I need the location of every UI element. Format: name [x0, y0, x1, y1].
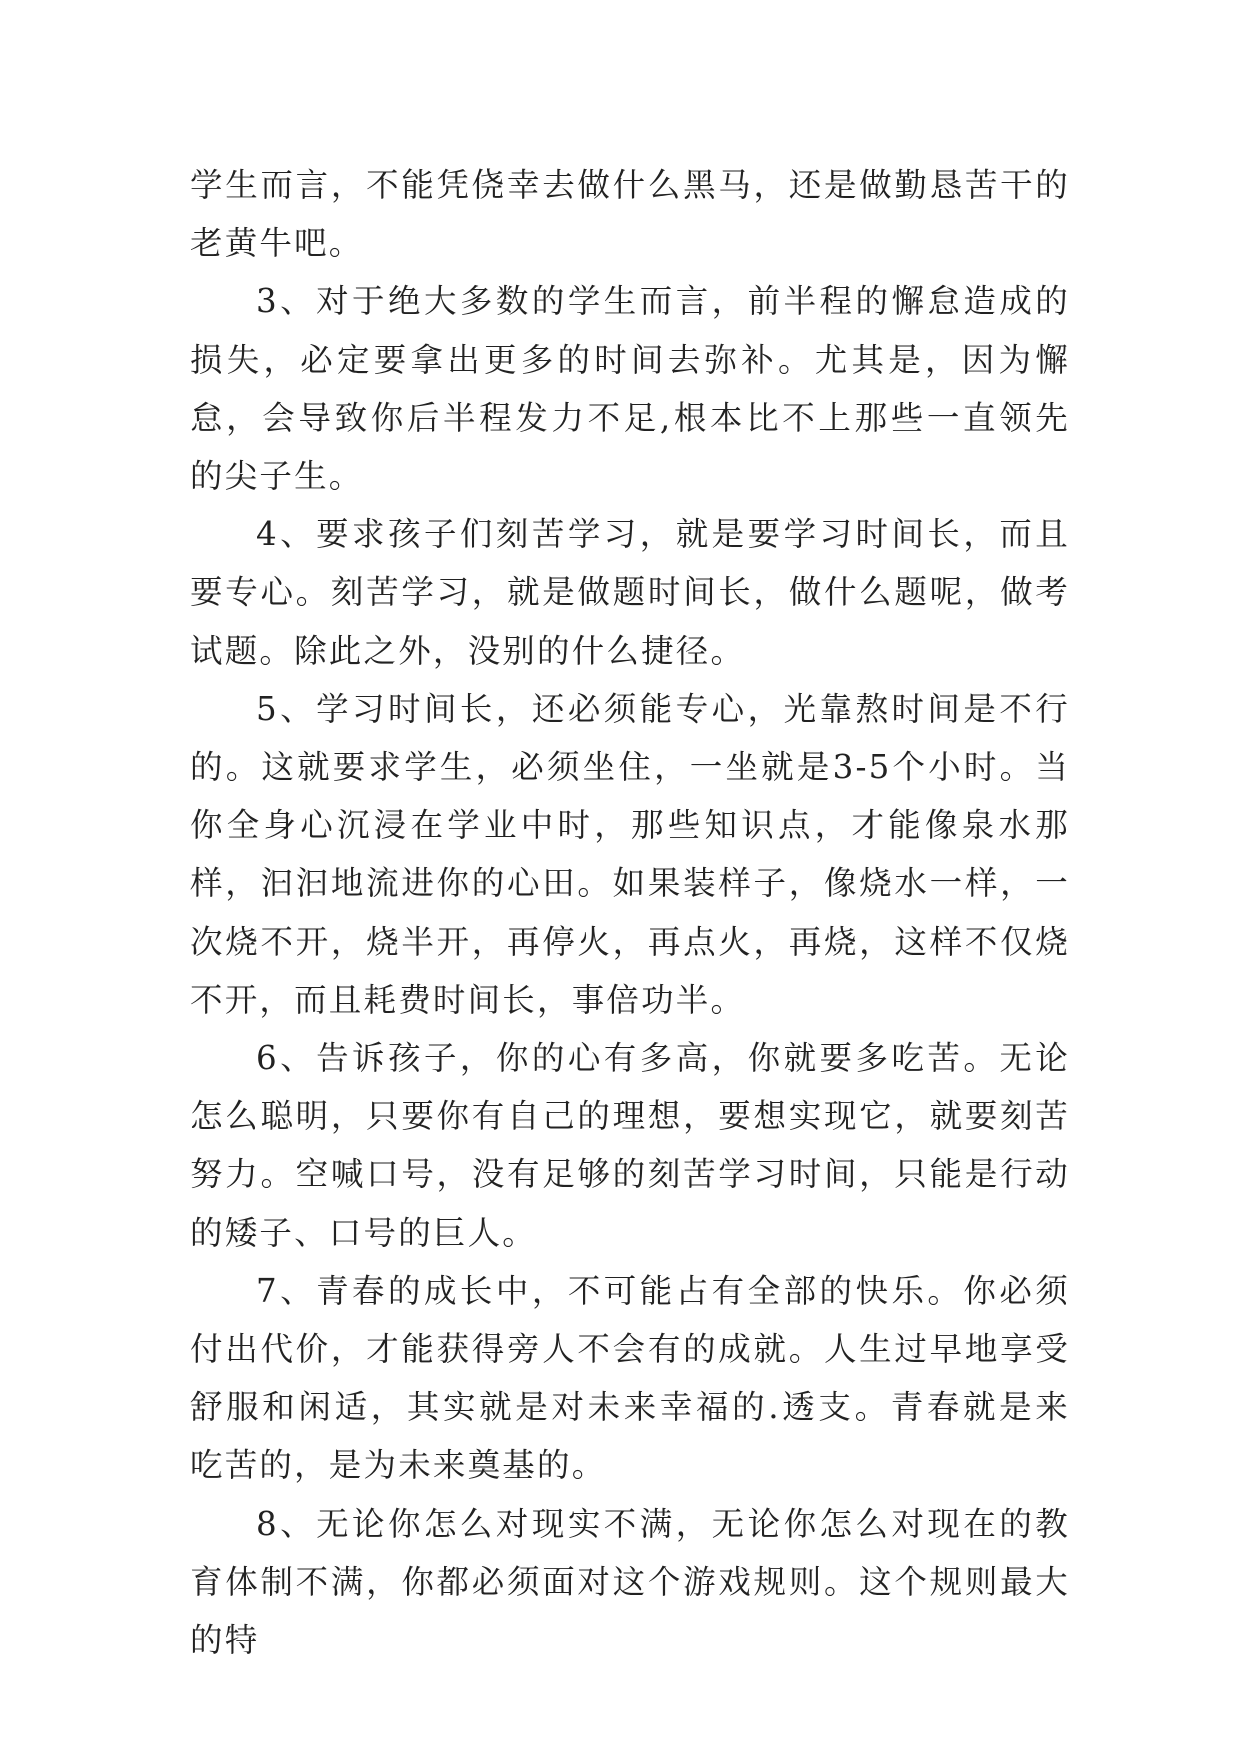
paragraph: 6、告诉孩子，你的心有多高，你就要多吃苦。无论怎么聪明，只要你有自己的理想，要想实现它，就要刻苦努力。空喊口号，没有足够的刻苦学习时间，只能是行动的矮子、口号的巨人。 — [190, 1039, 1070, 1252]
paragraph: 学生而言，不能凭侥幸去做什么黑马，还是做勤恳苦干的老黄牛吧。 — [190, 166, 1070, 263]
document-body — [190, 156, 1070, 1669]
paragraph: 3、对于绝大多数的学生而言，前半程的懈怠造成的损失，必定要拿出更多的时间去弥补。尤其是，因为懈怠，会导致你后半程发力不足,根本比不上那些一直领先的尖子生。 — [190, 282, 1070, 496]
paragraph: 4、要求孩子们刻苦学习，就是要学习时间长，而且要专心。刻苦学习，就是做题时间长，做什么题呢，做考试题。除此之外，没别的什么捷径。 — [190, 515, 1070, 670]
paragraph: 8、无论你怎么对现实不满，无论你怎么对现在的教育体制不满，你都必须面对这个游戏规则。这个规则最大的特 — [190, 1504, 1070, 1660]
paragraph: 5、学习时间长，还必须能专心，光靠熬时间是不行的。这就要求学生，必须坐住，一坐就是3-5个小时。当你全身心沉浸在学业中时，那些知识点，才能像泉水那样，汩汩地流进你的心田。如果装样子，像烧水一样，一次烧不开，烧半开，再停火，再点火，再烧，这样不仅烧不开，而且耗费时间长，事倍功半。 — [190, 689, 1070, 1019]
paragraph: 7、青春的成长中，不可能占有全部的快乐。你必须付出代价，才能获得旁人不会有的成就。人生过早地享受舒服和闲适，其实就是对未来幸福的.透支。青春就是来吃苦的，是为未来奠基的。 — [190, 1271, 1070, 1485]
